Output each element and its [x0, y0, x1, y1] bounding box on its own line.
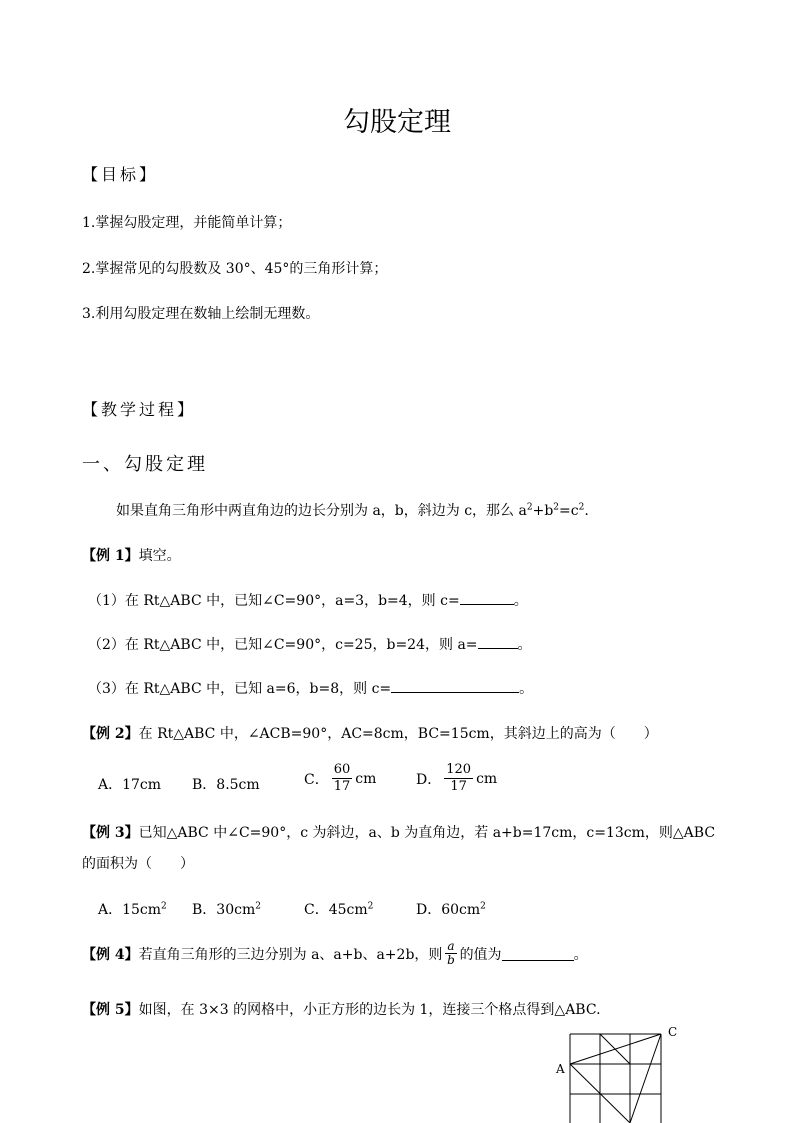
- example-label: 【例 2】: [82, 726, 139, 742]
- answer-blank: [391, 678, 519, 693]
- period: 。: [517, 637, 532, 653]
- goal-item-2: 2.掌握常见的勾股数及 30°、45°的三角形计算；: [82, 261, 388, 277]
- theorem-text: 如果直角三角形中两直角边的边长分别为 a，b，斜边为 c，那么 a: [116, 503, 527, 519]
- superscript: 2: [553, 502, 560, 513]
- example-3: [82, 822, 715, 842]
- example-text: 如图，在 3×3 的网格中，小正方形的边长为 1，连接三个格点得到△ABC.: [138, 1002, 601, 1018]
- theorem-text: =c: [559, 503, 579, 519]
- option-letter: D．: [416, 771, 442, 788]
- option-text: C．45cm: [304, 902, 368, 918]
- example-3-line2: 的面积为（ ）: [82, 856, 194, 872]
- goal-item-3: 3.利用勾股定理在数轴上绘制无理数。: [82, 306, 320, 322]
- theorem-text: +b: [532, 503, 554, 519]
- question-text: （1）在 Rt△ABC 中，已知∠C=90°，a=3，b=4，则 c=: [88, 593, 460, 609]
- option-c: [304, 899, 373, 919]
- period: 。: [513, 593, 528, 609]
- numerator: a: [447, 939, 455, 953]
- point-c-label: C: [668, 1025, 678, 1039]
- example-text: 已知△ABC 中∠C=90°，c 为斜边，a、b 为直角边，若 a+b=17cm，c=13cm，则△ABC: [138, 825, 716, 841]
- superscript: 2: [255, 901, 261, 912]
- example-text: 的值为: [459, 946, 502, 963]
- example-5: [82, 999, 601, 1019]
- option-d: [416, 899, 486, 919]
- unit: cm: [476, 770, 498, 787]
- option-text: B．30cm: [192, 902, 256, 918]
- numerator: 120: [446, 762, 472, 777]
- option-a: [98, 899, 167, 919]
- numerator: 60: [333, 762, 351, 777]
- option-d: [416, 762, 497, 795]
- example-label: 【例 1】: [82, 548, 139, 564]
- example-1-q3: [88, 678, 533, 698]
- example-1: [82, 545, 181, 565]
- example-1-q2: [88, 634, 532, 654]
- unit: cm: [355, 770, 377, 787]
- period: 。: [519, 681, 534, 697]
- section-heading: 一、勾股定理: [82, 454, 208, 475]
- page-title: 勾股定理: [343, 107, 451, 138]
- example-label: 【例 5】: [82, 1002, 139, 1018]
- answer-blank: [478, 634, 518, 649]
- theorem-text: .: [584, 503, 589, 519]
- option-text: D．60cm: [416, 902, 481, 918]
- answer-blank: [460, 590, 514, 605]
- superscript: 2: [526, 502, 533, 513]
- example-text: 在 Rt△ABC 中，∠ACB=90°，AC=8cm，BC=15cm，其斜边上的高为（ ）: [138, 726, 658, 742]
- option-b: [192, 899, 261, 919]
- period: 。: [573, 946, 588, 963]
- superscript: 2: [578, 502, 585, 513]
- superscript: 2: [161, 901, 167, 912]
- theorem-statement: [116, 500, 589, 520]
- denominator: 17: [450, 779, 467, 794]
- point-a-label: A: [556, 1062, 565, 1076]
- grid-figure: [550, 1020, 690, 1123]
- fraction: [332, 762, 353, 795]
- process-heading: 【教学过程】: [82, 400, 197, 419]
- option-c: [304, 762, 376, 795]
- option-text: A．15cm: [98, 902, 162, 918]
- example-text: 填空。: [138, 548, 181, 564]
- denominator: b: [447, 953, 455, 967]
- option-letter: C．: [304, 771, 329, 788]
- example-label: 【例 3】: [82, 825, 139, 841]
- fraction: [444, 762, 473, 795]
- superscript: 2: [367, 901, 374, 912]
- example-text: 若直角三角形的三边分别为 a、a+b、a+2b，则: [138, 946, 443, 963]
- goals-heading: 【目标】: [82, 165, 159, 184]
- example-2: [82, 723, 658, 743]
- example-label: 【例 4】: [82, 946, 139, 963]
- option-a: A．17cm: [98, 777, 162, 793]
- superscript: 2: [480, 901, 486, 912]
- option-b: B．8.5cm: [192, 777, 260, 793]
- fraction: [445, 940, 456, 967]
- goal-item-1: 1.掌握勾股定理，并能简单计算；: [82, 215, 292, 231]
- example-4: [82, 940, 588, 967]
- example-1-q1: [88, 590, 528, 610]
- question-text: （2）在 Rt△ABC 中，已知∠C=90°，c=25，b=24，则 a=: [88, 637, 478, 653]
- answer-blank: [502, 946, 574, 961]
- denominator: 17: [333, 779, 351, 794]
- question-text: （3）在 Rt△ABC 中，已知 a=6，b=8，则 c=: [88, 681, 392, 697]
